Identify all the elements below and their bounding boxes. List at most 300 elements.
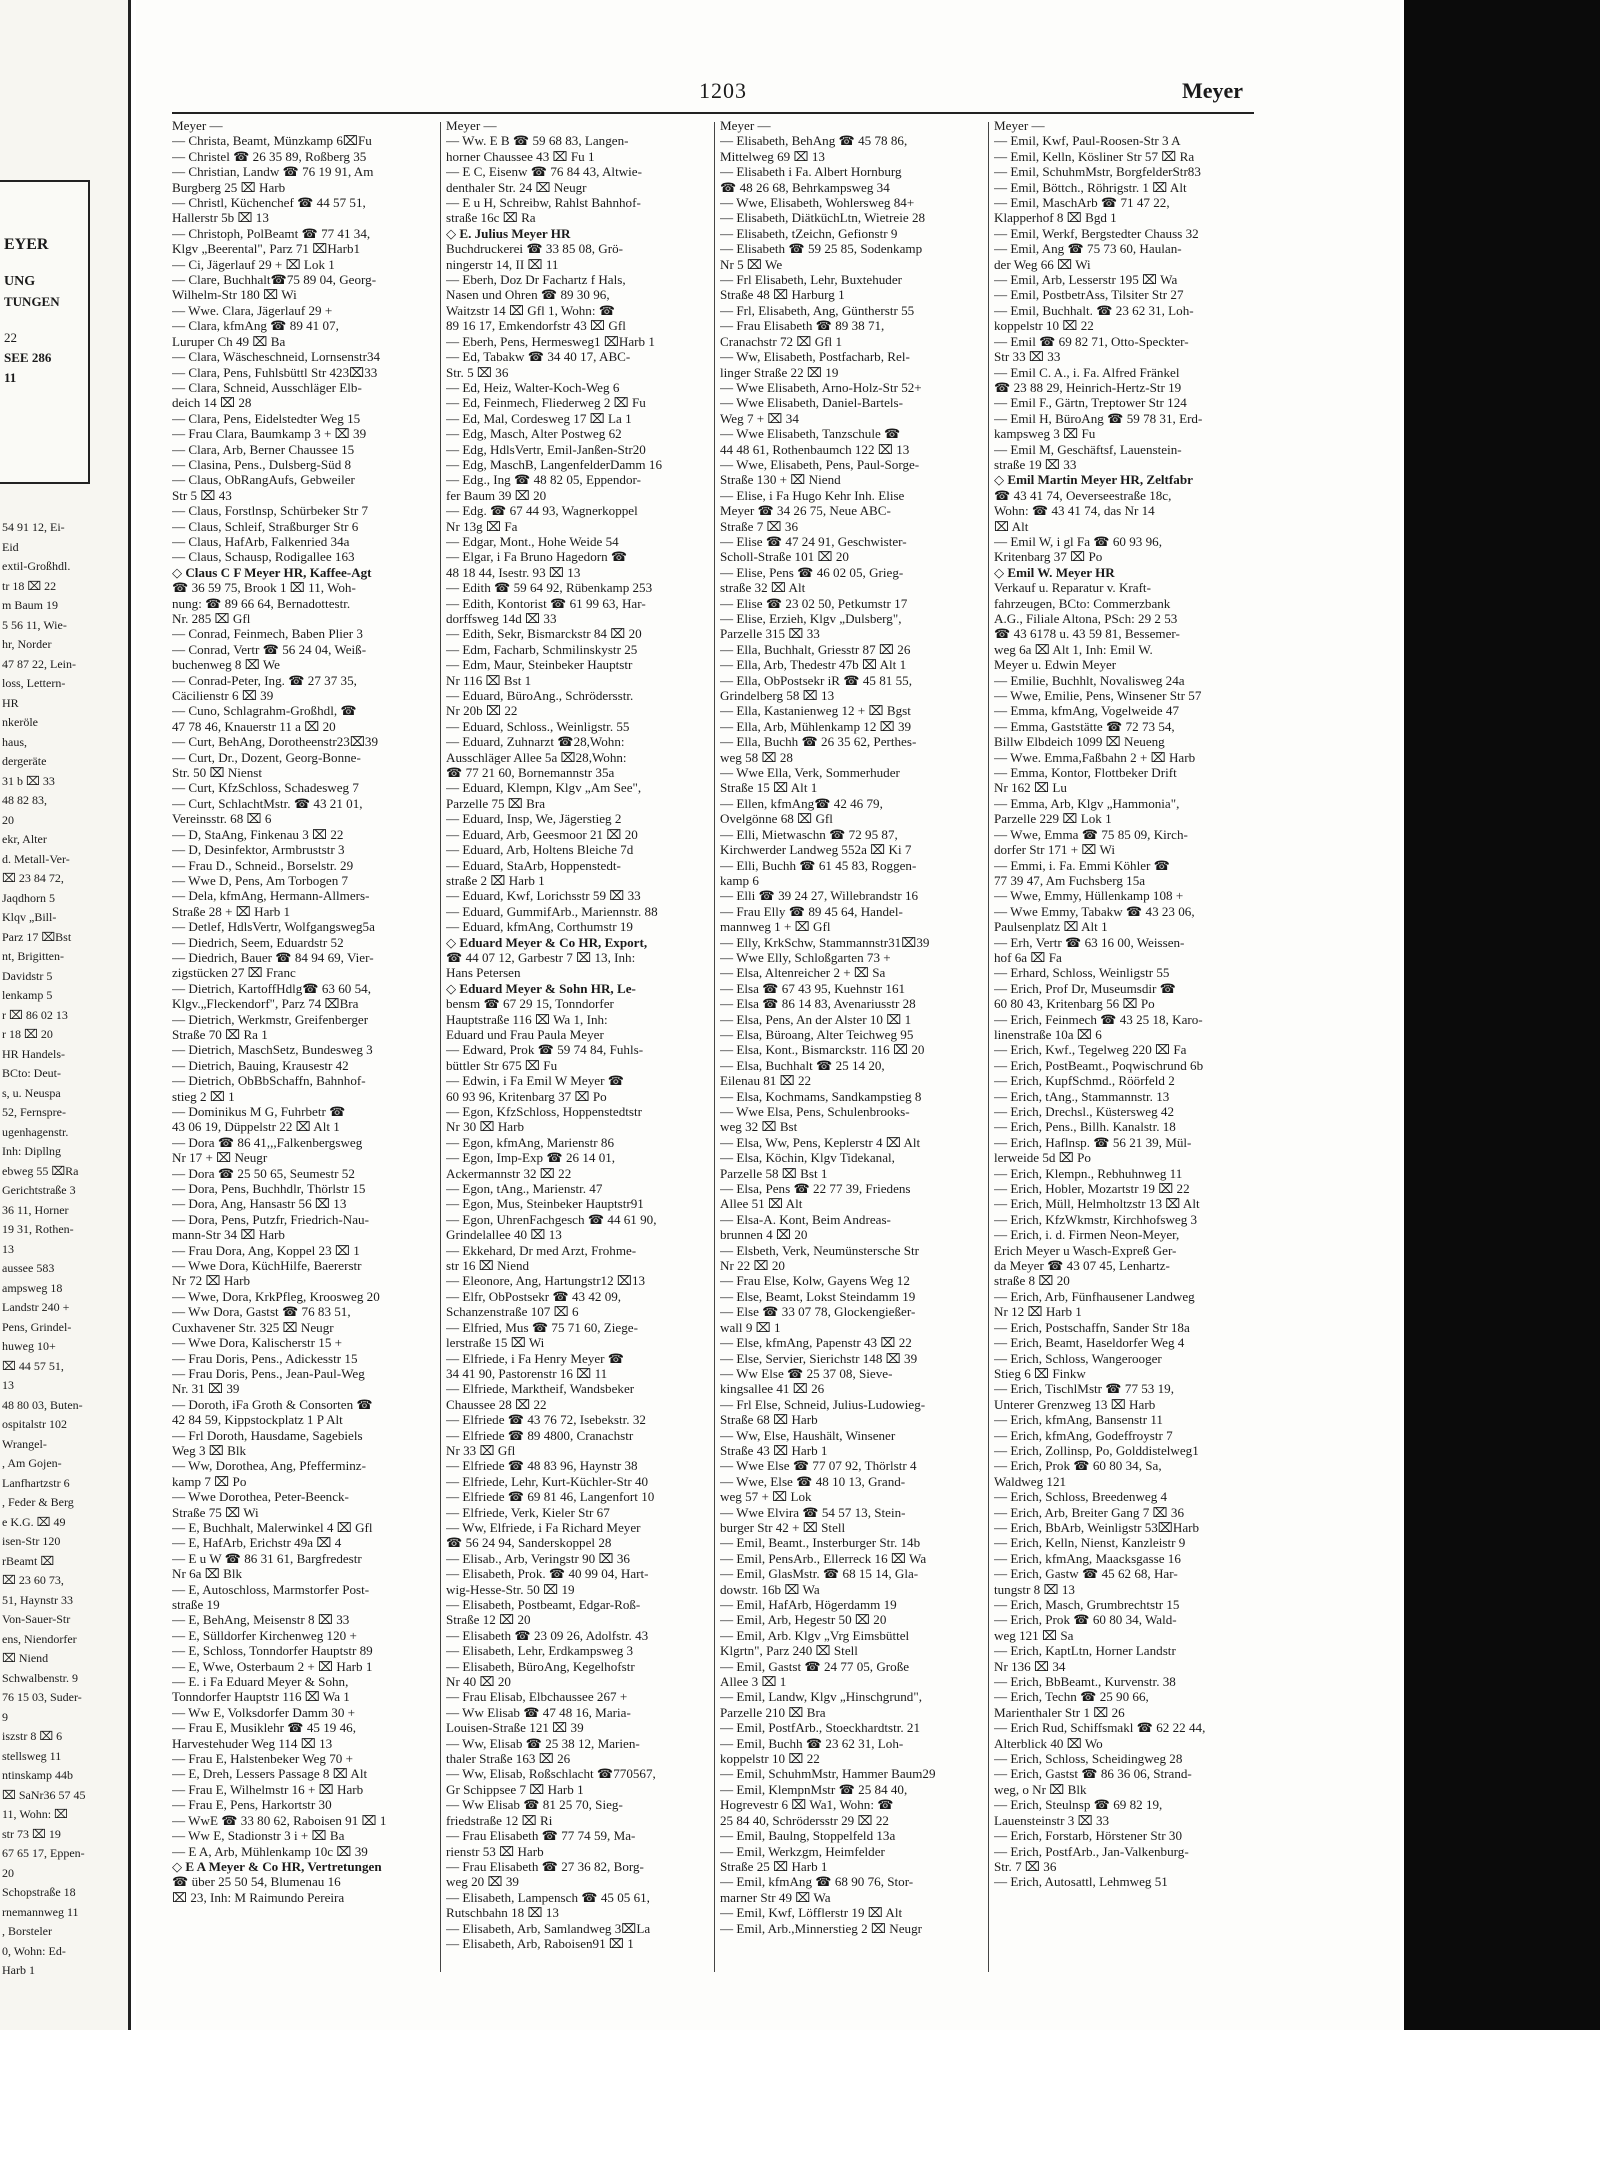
directory-entry-line: — Frau Dora, Ang, Koppel 23 ⌧ 1: [172, 1242, 360, 1258]
directory-entry-line: — Claus, ObRangAufs, Gebweiler: [172, 472, 355, 488]
directory-entry-line: — Christl, Küchenchef ☎ 44 57 51,: [172, 195, 366, 211]
directory-entry-line: — Emil, PostfArb., Stoeckhardtstr. 21: [720, 1720, 921, 1736]
directory-entry-line: — Emil, Kelln, Kösliner Str 57 ⌧ Ra: [994, 148, 1195, 164]
directory-entry-line: Cranachstr 72 ⌧ Gfl 1: [720, 333, 842, 349]
directory-entry-line: — Emma, kfmAng, Vogelweide 47: [994, 703, 1179, 719]
directory-entry-line: — Else, Servier, Sierichstr 148 ⌧ 39: [720, 1350, 918, 1366]
directory-entry-line: — Wwe Elisabeth, Arno-Holz-Str 52+: [720, 379, 922, 395]
facing-page-line: Schopstraße 18: [2, 1885, 76, 1899]
facing-page-line: ntinskamp 44b: [2, 1768, 73, 1782]
directory-entry-line: — Emil, Arb, Hegestr 50 ⌧ 20: [720, 1612, 887, 1628]
directory-entry-line: — Frl, Elisabeth, Ang, Güntherstr 55: [720, 302, 915, 318]
facing-page-line: 13: [2, 1241, 14, 1256]
directory-entry-line: — Elise ☎ 23 02 50, Petkumstr 17: [720, 595, 908, 611]
directory-entry-line: friedstraße 12 ⌧ Ri: [446, 1812, 553, 1828]
directory-entry-line: kamp 6: [720, 872, 759, 888]
directory-entry-line: — Erich, Beamt, Haseldorfer Weg 4: [994, 1335, 1185, 1351]
directory-entry-line: kingsallee 41 ⌧ 26: [720, 1381, 825, 1397]
directory-entry-line: — Christoph, PolBeamt ☎ 77 41 34,: [172, 225, 371, 241]
directory-entry-line: — Wwe, Elisabeth, Wohlersweg 84+: [720, 195, 915, 211]
directory-entry-line: — E A, Arb, Mühlenkamp 10c ⌧ 39: [172, 1843, 368, 1859]
directory-entry-line: ☎ 43 41 74, Oeverseestraße 18c,: [994, 487, 1172, 503]
directory-entry-line: — Elisabeth, Prok. ☎ 40 99 04, Hart-: [446, 1566, 649, 1582]
directory-entry-line: Str 5 ⌧ 43: [172, 487, 232, 503]
directory-entry-line: Buchdruckerei ☎ 33 85 08, Grö-: [446, 241, 624, 257]
directory-entry-line: — Ww, Elfriede, i Fa Richard Meyer: [446, 1519, 641, 1535]
directory-entry-line: — Curt, KfzSchloss, Schadesweg 7: [172, 780, 359, 796]
directory-entry-line: thaler Straße 163 ⌧ 26: [446, 1751, 571, 1767]
directory-entry-line: — Emil, Baulng, Stoppelfeld 13a: [720, 1828, 896, 1844]
directory-entry-line: — Erich, Haflnsp. ☎ 56 21 39, Mül-: [994, 1134, 1192, 1150]
directory-entry-line: — Edwin, i Fa Emil W Meyer ☎: [446, 1073, 625, 1089]
facing-page-line: r ⌧ 86 02 13: [2, 1007, 68, 1022]
directory-entry-line: weg 20 ⌧ 39: [446, 1874, 519, 1890]
directory-entry-line: — Conrad-Peter, Ing. ☎ 27 37 35,: [172, 672, 357, 688]
directory-entry-line: Meyer ☎ 34 26 75, Neue ABC-: [720, 503, 891, 519]
directory-entry-line: — Elli ☎ 39 24 27, Willebrandstr 16: [720, 888, 919, 904]
directory-entry-line: — Frau E, Pens, Harkortstr 30: [172, 1797, 332, 1813]
facing-page-line: d. Metall-Ver-: [2, 851, 70, 866]
facing-page-line: 0, Wohn: Ed-: [2, 1943, 66, 1958]
directory-entry-line: — Ww Elisab ☎ 81 25 70, Sieg-: [446, 1797, 623, 1813]
directory-entry-line: — Emma, Kontor, Flottbeker Drift: [994, 765, 1177, 781]
directory-entry-line: — Doroth, iFa Groth & Consorten ☎: [172, 1396, 373, 1412]
directory-entry-line: — E. i Fa Eduard Meyer & Sohn,: [172, 1674, 349, 1690]
directory-entry-line: Straße 7 ⌧ 36: [720, 518, 798, 534]
directory-entry-line: — Erich, kfmAng, Godeffroystr 7: [994, 1427, 1173, 1443]
directory-entry-line: ☎ 77 21 60, Bornemannstr 35a: [446, 765, 615, 781]
directory-entry-line: — Eberh, Doz Dr Fachartz f Hals,: [446, 272, 626, 288]
facing-page-line: 47 87 22, Lein-: [2, 656, 76, 671]
directory-entry-line: — E u H, Schreibw, Rahlst Bahnhof-: [446, 195, 641, 211]
directory-entry-line: — Curt, BehAng, Dorotheenstr23⌧39: [172, 734, 379, 750]
directory-entry-line: brunnen 4 ⌧ 20: [720, 1227, 808, 1243]
directory-entry-line: — Christian, Landw ☎ 76 19 91, Am: [172, 164, 374, 180]
directory-entry-line: 34 41 90, Pastorenstr 16 ⌧ 11: [446, 1365, 608, 1381]
column-divider: [988, 122, 989, 1972]
directory-entry-line: — Clasina, Pens., Dulsberg-Süd 8: [172, 456, 352, 472]
directory-entry-line: 60 80 43, Kritenbarg 56 ⌧ Po: [994, 996, 1155, 1012]
directory-entry-line: — Wwe Elsa, Pens, Schulenbrooks-: [720, 1104, 910, 1119]
directory-entry-line: Waldweg 121: [994, 1473, 1067, 1489]
ad-text: 11: [4, 370, 17, 385]
directory-entry-line: — Wwe, Else ☎ 48 10 13, Grand-: [720, 1473, 906, 1489]
directory-entry-line: — Claus, Forstlnsp, Schürbeker Str 7: [172, 503, 369, 519]
directory-entry-line: — Ww Else ☎ 25 37 08, Sieve-: [720, 1365, 893, 1381]
directory-entry-line: — Elisabeth, Arb, Raboisen91 ⌧ 1: [446, 1935, 634, 1951]
directory-entry-line: Str. 5 ⌧ 36: [446, 364, 509, 380]
directory-entry-line: Klapperhof 8 ⌧ Bgd 1: [994, 210, 1117, 226]
directory-entry-line: — Wwe Elisabeth, Daniel-Bartels-: [720, 395, 904, 411]
facing-page-line: HR: [2, 695, 19, 710]
directory-entry-line: — Elisabeth, DiätküchLtn, Wietreie 28: [720, 210, 926, 226]
directory-page: [136, 0, 1400, 2030]
directory-entry-line: — Wwe. Emma,Faßbahn 2 + ⌧ Harb: [994, 749, 1196, 765]
directory-entry-line: ◇ E. Julius Meyer HR: [446, 225, 571, 241]
directory-entry-line: — Wwe, Emilie, Pens, Winsener Str 57: [994, 688, 1202, 704]
facing-page-line: isen-Str 120: [2, 1534, 61, 1548]
ad-text: SEE 286: [4, 350, 52, 365]
directory-entry-line: — Elfried, Mus ☎ 75 71 60, Ziege-: [446, 1319, 638, 1335]
facing-page-line: Inh: Dipllng: [2, 1144, 61, 1158]
directory-entry-line: — Frau D., Schneid., Borselstr. 29: [172, 857, 354, 873]
directory-entry-line: — Emil, PensArb., Ellerreck 16 ⌧ Wa: [720, 1550, 927, 1566]
directory-entry-line: straße 2 ⌧ Harb 1: [446, 872, 545, 888]
facing-page-fragment: [0, 0, 131, 2030]
ad-text: UNG: [4, 274, 36, 289]
directory-entry-line: Chaussee 28 ⌧ 22: [446, 1396, 547, 1412]
directory-entry-line: Allee 3 ⌧ 1: [720, 1674, 787, 1690]
directory-entry-line: Nr 72 ⌧ Harb: [172, 1273, 250, 1289]
facing-page-line: Schwalbenstr. 9: [2, 1670, 78, 1685]
directory-entry-line: Eilenau 81 ⌧ 22: [720, 1073, 812, 1089]
directory-entry-line: — Ed, Heiz, Walter-Koch-Weg 6: [446, 379, 620, 395]
directory-entry-line: — E, BehAng, Meisenstr 8 ⌧ 33: [172, 1612, 350, 1628]
header-rule: [172, 112, 1254, 114]
directory-entry-line: denthaler Str. 24 ⌧ Neugr: [446, 179, 587, 195]
directory-entry-line: Unterer Grenzweg 13 ⌧ Harb: [994, 1396, 1156, 1412]
directory-entry-line: Ausschläger Allee 5a ⌧28,Wohn:: [446, 749, 627, 765]
directory-entry-line: — Wwe. Clara, Jägerlauf 29 +: [172, 302, 333, 318]
directory-entry-line: — Else, kfmAng, Papenstr 43 ⌧ 22: [720, 1335, 912, 1351]
directory-entry-line: Weg 7 + ⌧ 34: [720, 410, 799, 426]
directory-entry-line: — Erich, PostBeamt., Poqwischrund 6b: [994, 1057, 1204, 1073]
directory-entry-line: 25 84 40, Schrödersstr 29 ⌧ 22: [720, 1812, 889, 1828]
directory-entry-line: — Edith ☎ 59 64 92, Rübenkamp 253: [446, 580, 653, 596]
directory-entry-line: — Egon, Mus, Steinbeker Hauptstr91: [446, 1196, 644, 1212]
directory-entry-line: — Erich, Zollinsp, Po, Golddistelweg1: [994, 1442, 1199, 1458]
facing-page-line: 31 b ⌧ 33: [2, 773, 55, 788]
directory-entry-line: — Erich, kfmAng, Maacksgasse 16: [994, 1550, 1181, 1566]
directory-entry-line: — Wwe Dora, KüchHilfe, Baererstr: [172, 1258, 362, 1274]
directory-entry-line: Grindelallee 40 ⌧ 13: [446, 1227, 562, 1243]
directory-entry-line: — Frau Clara, Baumkamp 3 + ⌧ 39: [172, 426, 367, 442]
directory-entry-line: ☎ 43 6178 u. 43 59 81, Bessemer-: [994, 626, 1180, 642]
directory-entry-line: — Dora, Pens, Putzfr, Friedrich-Nau-: [172, 1211, 369, 1227]
directory-entry-line: — Clara, Arb, Berner Chaussee 15: [172, 441, 355, 457]
facing-page-line: 76 15 03, Suder-: [2, 1690, 82, 1704]
directory-entry-line: Nr 40 ⌧ 20: [446, 1674, 511, 1690]
directory-entry-line: — Ella, Buchhalt, Griesstr 87 ⌧ 26: [720, 641, 911, 657]
directory-entry-line: Alterblick 40 ⌧ Wo: [994, 1735, 1103, 1751]
directory-entry-line: ◇ Eduard Meyer & Co HR, Export,: [446, 934, 648, 950]
directory-entry-line: — Erich, Steulnsp ☎ 69 82 19,: [994, 1797, 1163, 1813]
directory-entry-line: — Detlef, HdlsVertr, Wolfgangsweg5a: [172, 919, 375, 935]
directory-entry-line: ☎ 56 24 94, Sanderskoppel 28: [446, 1535, 612, 1551]
directory-entry-line: Straße 15 ⌧ Alt 1: [720, 780, 818, 796]
directory-entry-line: weg 57 + ⌧ Lok: [720, 1489, 812, 1505]
facing-page-line: rnemannweg 11: [2, 1904, 79, 1919]
directory-entry-line: rienstr 53 ⌧ Harb: [446, 1843, 544, 1859]
advertisement-box: [0, 180, 90, 484]
directory-entry-line: — Edm, Maur, Steinbeker Hauptstr: [446, 657, 633, 673]
directory-entry-line: — Claus, Schausp, Rodigallee 163: [172, 549, 355, 565]
directory-entry-line: Straße 75 ⌧ Wi: [172, 1504, 259, 1520]
directory-entry-line: — E, Dreh, Lessers Passage 8 ⌧ Alt: [172, 1766, 368, 1782]
directory-entry-line: — Dora ☎ 86 41,,,Falkenbergsweg: [172, 1134, 363, 1150]
directory-entry-line: — Erich, Müll, Helmholtzstr 13 ⌧ Alt: [994, 1196, 1200, 1212]
directory-entry-line: — Emil, Arb.,Minnerstieg 2 ⌧ Neugr: [720, 1920, 923, 1936]
directory-entry-line: ◇ E A Meyer & Co HR, Vertretungen: [172, 1858, 382, 1874]
directory-entry-line: — Elisabeth, BüroAng, Kegelhofstr: [446, 1658, 635, 1674]
directory-entry-line: — Ella, ObPostsekr iR ☎ 45 81 55,: [720, 672, 912, 688]
directory-entry-line: Klgv.„Fleckendorf", Parz 74 ⌧Bra: [172, 996, 359, 1012]
directory-entry-line: — Elsa, Altenreicher 2 + ⌧ Sa: [720, 965, 886, 981]
directory-entry-line: — Clara, Pens, Fuhlsbüttl Str 423⌧33: [172, 364, 378, 380]
facing-page-line: e K.G. ⌧ 49: [2, 1514, 66, 1529]
directory-entry-line: Straße 12 ⌧ 20: [446, 1612, 531, 1628]
facing-page-line: Davidstr 5: [2, 968, 53, 983]
directory-entry-line: — Edgar, Mont., Hohe Weide 54: [446, 533, 619, 549]
directory-entry-line: da Meyer ☎ 43 07 45, Lenhartz-: [994, 1258, 1170, 1274]
directory-entry-line: Cuxhavener Str. 325 ⌧ Neugr: [172, 1319, 334, 1335]
directory-entry-line: — Elisabeth, Postbeamt, Edgar-Roß-: [446, 1597, 641, 1612]
directory-entry-line: Kritenbarg 37 ⌧ Po: [994, 549, 1103, 565]
directory-entry-line: — Wwe D, Pens, Am Torbogen 7: [172, 872, 349, 888]
directory-entry-line: fahrzeugen, BCto: Commerzbank: [994, 595, 1171, 611]
directory-entry-line: wig-Hesse-Str. 50 ⌧ 19: [446, 1581, 575, 1597]
directory-entry-line: ☎ 48 26 68, Behrkampsweg 34: [720, 179, 890, 195]
facing-page-line: rBeamt ⌧: [2, 1553, 55, 1568]
directory-entry-line: — Wwe Dora, Kalischerstr 15 +: [172, 1335, 343, 1351]
directory-entry-line: — Ww, Dorothea, Ang, Pfefferminz-: [172, 1458, 366, 1474]
directory-entry-line: — Erich, Gastst ☎ 86 36 06, Strand-: [994, 1766, 1192, 1782]
directory-entry-line: Straße 130 + ⌧ Niend: [720, 472, 841, 488]
facing-page-line: ⌧ 23 60 73,: [2, 1573, 64, 1587]
directory-entry-line: — E, Buchhalt, Malerwinkel 4 ⌧ Gfl: [172, 1519, 373, 1535]
directory-entry-line: — Eleonore, Ang, Hartungstr12 ⌧13: [446, 1273, 646, 1289]
facing-page-line: extil-Großhdl.: [2, 559, 71, 573]
directory-entry-line: ⌧ Alt: [994, 518, 1029, 534]
directory-entry-line: — Eduard, StaArb, Hoppenstedt-: [446, 857, 621, 873]
directory-entry-line: Straße 68 ⌧ Harb: [720, 1412, 818, 1428]
directory-entry-line: Tonndorfer Hauptstr 116 ⌧ Wa 1: [172, 1689, 350, 1705]
directory-entry-line: — Frau Doris, Pens., Adickesstr 15: [172, 1350, 358, 1366]
directory-entry-line: — Egon, kfmAng, Marienstr 86: [446, 1134, 615, 1150]
directory-entry-line: — Elfr, ObPostsekr ☎ 43 42 09,: [446, 1288, 622, 1304]
directory-entry-line: — Christel ☎ 26 35 89, Roßberg 35: [172, 148, 367, 164]
directory-entry-line: — Dietrich, Bauing, Krausestr 42: [172, 1057, 349, 1073]
facing-page-line: stellsweg 11: [2, 1748, 62, 1763]
directory-entry-line: dowstr. 16b ⌧ Wa: [720, 1581, 820, 1597]
directory-entry-line: Klgv „Beerental", Parz 71 ⌧Harb1: [172, 241, 361, 257]
directory-entry-line: Hogrevestr 6 ⌧ Wa1, Wohn: ☎: [720, 1797, 894, 1813]
directory-entry-line: — Curt, SchlachtMstr. ☎ 43 21 01,: [172, 795, 363, 811]
directory-entry-line: — Erich, PostfArb., Jan-Valkenburg-: [994, 1843, 1189, 1859]
directory-entry-line: — Erich, i. d. Firmen Neon-Meyer,: [994, 1227, 1180, 1243]
directory-entry-line: — Elisab., Arb, Veringstr 90 ⌧ 36: [446, 1550, 630, 1566]
directory-entry-line: Parzelle 210 ⌧ Bra: [720, 1704, 826, 1720]
directory-entry-line: — Erh, Vertr ☎ 63 16 00, Weissen-: [994, 934, 1185, 950]
directory-entry-line: — Dietrich, MaschSetz, Bundesweg 3: [172, 1042, 373, 1058]
directory-entry-line: — Elsa, Kochmams, Sandkampstieg 8: [720, 1088, 922, 1104]
directory-entry-line: Wilhelm-Str 180 ⌧ Wi: [172, 287, 297, 303]
directory-entry-line: — Elsa ☎ 67 43 95, Kuehnstr 161: [720, 980, 906, 996]
directory-entry-line: linger Straße 22 ⌧ 19: [720, 364, 839, 380]
facing-page-line: Eid: [2, 539, 19, 554]
directory-entry-line: koppelstr 10 ⌧ 22: [994, 318, 1094, 334]
directory-entry-line: — Elfriede ☎ 89 4800, Cranachstr: [446, 1427, 634, 1443]
scan-border: [1404, 0, 1600, 2177]
directory-entry-line: — Egon, tAng., Marienstr. 47: [446, 1181, 603, 1197]
directory-entry-line: — Eduard, Klempn, Klgv „Am See",: [446, 780, 642, 796]
directory-entry-line: — Emil, Arb. Klgv „Vrg Eimsbüttel: [720, 1627, 910, 1643]
directory-entry-line: hof 6a ⌧ Fa: [994, 949, 1062, 965]
directory-entry-line: — Erich, KfzWkmstr, Kirchhofsweg 3: [994, 1211, 1198, 1227]
directory-entry-line: — Elfriede ☎ 43 76 72, Isebekstr. 32: [446, 1412, 646, 1428]
directory-entry-line: — Emil M, Geschäftsf, Lauenstein-: [994, 441, 1182, 457]
directory-entry-line: 44 48 61, Rothenbaumch 122 ⌧ 13: [720, 441, 910, 457]
directory-entry-line: — Ww, Elisab ☎ 25 38 12, Marien-: [446, 1735, 640, 1751]
directory-entry-line: Straße 28 + ⌧ Harb 1: [172, 903, 291, 919]
directory-entry-line: — Eberh, Pens, Hermesweg1 ⌧Harb 1: [446, 333, 655, 349]
directory-entry-line: — Emmi, i. Fa. Emmi Köhler ☎: [994, 857, 1170, 873]
directory-entry-line: — Emil, SchuhmMstr, Hammer Baum29: [720, 1766, 936, 1782]
directory-entry-line: — Edg. ☎ 67 44 93, Wagnerkoppel: [446, 503, 638, 519]
directory-entry-line: — Elsa ☎ 86 14 83, Avenariusstr 28: [720, 996, 916, 1012]
directory-entry-line: — Eduard, Zuhnarzt ☎28,Wohn:: [446, 734, 625, 750]
facing-page-line: Von-Sauer-Str: [2, 1612, 71, 1626]
directory-entry-line: — Erich, Techn ☎ 25 90 66,: [994, 1689, 1149, 1705]
directory-entry-line: — Emil, Kwf, Paul-Roosen-Str 3 A: [994, 133, 1181, 149]
directory-entry-line: — Eduard, BüroAng., Schrödersstr.: [446, 688, 634, 704]
directory-entry-line: — Erich, Hobler, Mozartstr 19 ⌧ 22: [994, 1181, 1190, 1197]
directory-entry-line: — Emil F., Gärtn, Treptower Str 124: [994, 395, 1187, 411]
directory-entry-line: Nr 30 ⌧ Harb: [446, 1119, 524, 1135]
column-divider: [714, 122, 715, 1972]
directory-entry-line: weg 6a ⌧ Alt 1, Inh: Emil W.: [994, 641, 1153, 657]
directory-entry-line: — Frl Doroth, Hausdame, Sagebiels: [172, 1427, 363, 1443]
facing-page-line: str 73 ⌧ 19: [2, 1826, 61, 1841]
directory-entry-line: Nr 12 ⌧ Harb 1: [994, 1304, 1082, 1320]
directory-entry-line: 77 39 47, Am Fuchsberg 15a: [994, 872, 1146, 888]
directory-entry-line: — Wwe Else ☎ 77 07 92, Thörlstr 4: [720, 1458, 917, 1474]
directory-entry-line: weg 121 ⌧ Sa: [994, 1627, 1074, 1643]
directory-entry-line: — Clara, Pens, Eidelstedter Weg 15: [172, 410, 361, 426]
directory-entry-line: Nr 20b ⌧ 22: [446, 703, 518, 719]
facing-page-line: ens, Niendorfer: [2, 1631, 77, 1646]
directory-entry-line: kamp 7 ⌧ Po: [172, 1473, 247, 1489]
directory-entry-line: der Weg 66 ⌧ Wi: [994, 256, 1091, 272]
directory-entry-line: — Elfriede, Marktheif, Wandsbeker: [446, 1381, 635, 1397]
directory-entry-line: — Erich, Postschaffn, Sander Str 18a: [994, 1319, 1190, 1335]
facing-page-line: s, u. Neuspa: [2, 1085, 61, 1100]
directory-entry-line: 48 18 44, Isestr. 93 ⌧ 13: [446, 564, 581, 580]
directory-entry-line: ⌧ 23, Inh: M Raimundo Pereira: [172, 1889, 345, 1905]
directory-entry-line: — Frau Else, Kolw, Gayens Weg 12: [720, 1273, 910, 1289]
directory-entry-line: — Frau Elisabeth ☎ 27 36 82, Borg-: [446, 1858, 644, 1874]
directory-entry-line: — Edith, Kontorist ☎ 61 99 63, Har-: [446, 595, 646, 611]
directory-entry-line: Weg 3 ⌧ Blk: [172, 1442, 247, 1458]
facing-page-line: ⌧ Niend: [2, 1651, 49, 1665]
directory-entry-line: Nr 5 ⌧ We: [720, 256, 783, 272]
facing-page-line: loss, Lettern-: [2, 676, 66, 690]
directory-entry-line: ◇ Eduard Meyer & Sohn HR, Le-: [446, 980, 636, 996]
directory-entry-line: Meyer u. Edwin Meyer: [994, 657, 1117, 673]
directory-entry-line: weg, o Nr ⌧ Blk: [994, 1781, 1087, 1797]
directory-entry-line: Burgberg 25 ⌧ Harb: [172, 179, 286, 195]
facing-page-line: Harb 1: [2, 1963, 35, 1977]
directory-entry-line: Eduard und Frau Paula Meyer: [446, 1026, 604, 1042]
facing-page-line: , Borsteler: [2, 1924, 52, 1938]
directory-entry-line: Gr Schippsee 7 ⌧ Harb 1: [446, 1781, 584, 1797]
directory-entry-line: ☎ 44 07 12, Garbestr 7 ⌧ 13, Inh:: [446, 949, 636, 965]
directory-entry-line: — Dora, Pens, Buchhdlr, Thörlstr 15: [172, 1181, 366, 1197]
directory-entry-line: — E, Schloss, Tonndorfer Hauptstr 89: [172, 1643, 373, 1659]
directory-entry-line: — Edg, MaschB, LangenfelderDamm 16: [446, 456, 662, 472]
directory-entry-line: Parzelle 229 ⌧ Lok 1: [994, 811, 1112, 827]
directory-entry-line: Nr 116 ⌧ Bst 1: [446, 672, 532, 688]
directory-entry-line: ◇ Claus C F Meyer HR, Kaffee-Agt: [172, 564, 372, 580]
directory-entry-line: — Frau Elisabeth ☎ 89 38 71,: [720, 318, 885, 334]
facing-page-line: 48 82 83,: [2, 793, 47, 807]
facing-page-line: ⌧ SaNr36 57 45: [2, 1787, 86, 1802]
directory-entry-line: horner Chaussee 43 ⌧ Fu 1: [446, 148, 595, 164]
directory-entry-line: — Wwe, Emmy, Hüllenkamp 108 +: [994, 888, 1184, 904]
facing-page-line: BCto: Deut-: [2, 1066, 61, 1080]
directory-entry-line: — Elisabeth, Lampensch ☎ 45 05 61,: [446, 1889, 650, 1905]
directory-entry-line: Parzelle 315 ⌧ 33: [720, 626, 820, 642]
directory-entry-line: büttler Str 675 ⌧ Fu: [446, 1057, 558, 1073]
directory-entry-line: — Emil, Buchhalt. ☎ 23 62 31, Loh-: [994, 302, 1194, 318]
directory-entry-line: Straße 43 ⌧ Harb 1: [720, 1442, 828, 1458]
directory-entry-line: — Elly, KrkSchw, Stammannstr31⌧39: [720, 934, 930, 950]
directory-entry-line: — Elise, Pens ☎ 46 02 05, Grieg-: [720, 564, 904, 580]
directory-entry-line: — Clara, Schneid, Ausschläger Elb-: [172, 379, 362, 395]
directory-entry-line: — Emil, kfmAng ☎ 68 90 76, Stor-: [720, 1874, 914, 1890]
directory-entry-line: — Emma, Arb, Klgv „Hammonia",: [994, 795, 1180, 811]
directory-entry-line: — Emil, Beamt., Insterburger Str. 14b: [720, 1535, 921, 1551]
directory-entry-line: — Erich Rud, Schiffsmakl ☎ 62 22 44,: [994, 1720, 1206, 1736]
ad-text: EYER: [4, 236, 49, 253]
directory-entry-line: — Diedrich, Seem, Eduardstr 52: [172, 934, 344, 950]
directory-entry-line: Hallerstr 5b ⌧ 13: [172, 210, 269, 226]
facing-page-line: tr 18 ⌧ 22: [2, 578, 57, 593]
directory-entry-line: — Erich, Klempn., Rebhuhnweg 11: [994, 1165, 1183, 1181]
directory-entry-line: — Elfriede, i Fa Henry Meyer ☎: [446, 1350, 625, 1366]
directory-entry-line: — Elsa, Ww, Pens, Keplerstr 4 ⌧ Alt: [720, 1134, 921, 1150]
directory-entry-line: Klgrtn", Parz 240 ⌧ Stell: [720, 1643, 858, 1659]
directory-entry-line: — D, StaAng, Finkenau 3 ⌧ 22: [172, 826, 344, 842]
directory-entry-line: — Ww, Elisab, Roßschlacht ☎770567,: [446, 1766, 656, 1782]
directory-entry-line: Luruper Ch 49 ⌧ Ba: [172, 333, 286, 349]
directory-entry-line: Cäcilienstr 6 ⌧ 39: [172, 688, 274, 704]
directory-entry-line: Parzelle 58 ⌧ Bst 1: [720, 1165, 828, 1181]
directory-entry-line: — Emil, SchuhmMstr, BorgfelderStr83: [994, 164, 1201, 180]
directory-entry-line: — Frl Elisabeth, Lehr, Buxtehuder: [720, 272, 903, 288]
directory-entry-line: — Frau E, Musiklehr ☎ 45 19 46,: [172, 1720, 356, 1736]
directory-entry-line: Kirchwerder Landweg 552a ⌧ Ki 7: [720, 842, 912, 858]
directory-entry-line: Nr. 31 ⌧ 39: [172, 1381, 240, 1397]
directory-entry-line: — Erich, Drechsl., Küstersweg 42: [994, 1104, 1174, 1119]
facing-page-line: m Baum 19: [2, 598, 58, 612]
directory-entry-line: stieg 2 ⌧ 1: [172, 1088, 235, 1104]
entry-list: [446, 133, 708, 1951]
directory-entry-line: — Elsa-A. Kont, Beim Andreas-: [720, 1211, 891, 1227]
directory-entry-line: straße 19: [172, 1597, 220, 1612]
directory-entry-line: — Wwe, Dora, KrkPfleg, Kroosweg 20: [172, 1288, 380, 1304]
directory-entry-line: — Erich, Prok ☎ 60 80 34, Wald-: [994, 1612, 1177, 1628]
directory-entry-line: bensm ☎ 67 29 15, Tonndorfer: [446, 996, 614, 1012]
directory-entry-line: — Emil, Landw, Klgv „Hinschgrund",: [720, 1689, 922, 1705]
directory-entry-line: Ovelgönne 68 ⌧ Gfl: [720, 811, 833, 827]
directory-entry-line: — Frau Doris, Pens., Jean-Paul-Weg: [172, 1365, 365, 1381]
directory-entry-line: — Frau E, Wilhelmstr 16 + ⌧ Harb: [172, 1781, 364, 1797]
directory-entry-line: — Ww Elisab ☎ 47 48 16, Maria-: [446, 1704, 631, 1720]
directory-entry-line: Billw Elbdeich 1099 ⌧ Neueng: [994, 734, 1165, 750]
directory-entry-line: — Erich, KaptLtn, Horner Landstr: [994, 1643, 1176, 1659]
directory-entry-line: Grindelberg 58 ⌧ 13: [720, 688, 835, 704]
